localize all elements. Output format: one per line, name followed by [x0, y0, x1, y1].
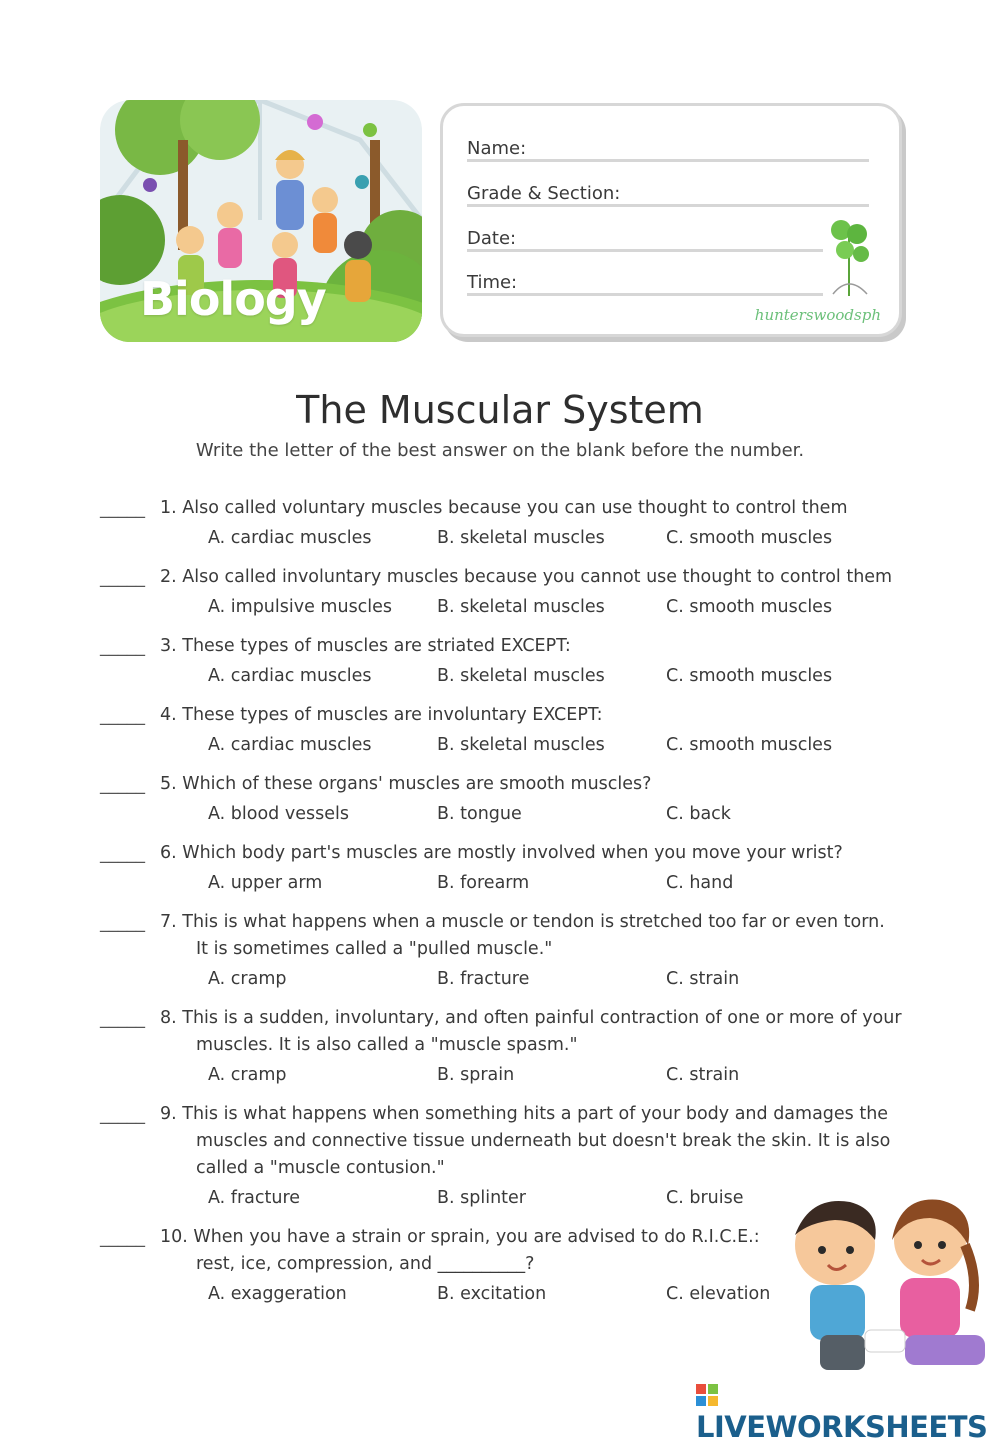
question-text: It is sometimes called a "pulled muscle." [196, 939, 553, 959]
instructions: Write the letter of the best answer on the blank before the number. [195, 440, 805, 461]
question-text: 6. Which body part's muscles are mostly involved when you move your wrist? [160, 843, 843, 863]
answer-option: A. cardiac muscles [208, 666, 372, 686]
answer-blank[interactable]: _____ [100, 636, 145, 657]
answer-option: A. upper arm [208, 873, 323, 893]
question-text: 1. Also called voluntary muscles because you can use thought to control them [160, 498, 848, 518]
answer-option: C. back [666, 804, 731, 824]
answer-blank[interactable]: _____ [100, 843, 145, 864]
answer-blank[interactable]: _____ [100, 912, 145, 933]
liveworksheets-watermark [696, 1376, 1000, 1444]
answer-blank[interactable]: _____ [100, 1227, 145, 1248]
name-label: Name: [467, 138, 527, 159]
answer-option: B. skeletal muscles [437, 666, 605, 686]
question-text: 10. When you have a strain or sprain, you are advised to do R.I.C.E.: [160, 1227, 760, 1247]
answer-blank[interactable]: _____ [100, 1104, 145, 1125]
answer-option: A. cramp [208, 969, 287, 989]
date-field[interactable] [467, 249, 823, 252]
plant-icon [823, 216, 875, 296]
answer-option: C. hand [666, 873, 734, 893]
date-label: Date: [467, 228, 517, 249]
question-text: 9. This is what happens when something hits a part of your body and damages the [160, 1104, 889, 1124]
answer-option: B. forearm [437, 873, 530, 893]
answer-blank[interactable]: _____ [100, 498, 145, 519]
answer-option: A. cardiac muscles [208, 528, 372, 548]
question-text: 3. These types of muscles are striated EXCEPT: [160, 636, 571, 656]
answer-option: C. strain [666, 1065, 740, 1085]
answer-blank[interactable]: _____ [100, 774, 145, 795]
answer-option: B. fracture [437, 969, 530, 989]
answer-option: B. skeletal muscles [437, 528, 605, 548]
question-text: called a "muscle contusion." [196, 1158, 445, 1178]
time-field[interactable] [467, 293, 823, 296]
name-field[interactable] [467, 159, 869, 162]
liveworksheets-logo-icon [696, 1384, 718, 1406]
illustration-title: Biology [140, 272, 326, 326]
question-text: 8. This is a sudden, involuntary, and often painful contraction of one or more of your [160, 1008, 902, 1028]
answer-blank[interactable]: _____ [100, 1008, 145, 1029]
answer-option: B. skeletal muscles [437, 735, 605, 755]
question-text: 5. Which of these organs' muscles are smooth muscles? [160, 774, 652, 794]
student-info-card [440, 103, 902, 337]
question-text: rest, ice, compression, and __________? [196, 1254, 535, 1274]
answer-blank[interactable]: _____ [100, 705, 145, 726]
answer-option: C. strain [666, 969, 740, 989]
question-text: 7. This is what happens when a muscle or tendon is stretched too far or even torn. [160, 912, 885, 932]
answer-option: B. tongue [437, 804, 522, 824]
answer-option: C. elevation [666, 1284, 771, 1304]
grade-section-label: Grade & Section: [467, 183, 621, 204]
answer-option: A. fracture [208, 1188, 301, 1208]
grade-section-field[interactable] [467, 204, 869, 207]
answer-option: B. splinter [437, 1188, 526, 1208]
answer-option: A. impulsive muscles [208, 597, 393, 617]
answer-option: C. smooth muscles [666, 666, 833, 686]
answer-option: C. smooth muscles [666, 735, 833, 755]
answer-option: A. blood vessels [208, 804, 349, 824]
answer-option: B. sprain [437, 1065, 515, 1085]
answer-option: C. smooth muscles [666, 528, 833, 548]
signature: hunterswoodsph [754, 306, 881, 324]
answer-option: C. bruise [666, 1188, 744, 1208]
watermark-text: LIVEWORKSHEETS [696, 1410, 988, 1444]
answer-option: A. cramp [208, 1065, 287, 1085]
answer-option: A. cardiac muscles [208, 735, 372, 755]
page-title: The Muscular System [296, 388, 704, 432]
question-text: muscles. It is also called a "muscle spasm." [196, 1035, 578, 1055]
biology-illustration [100, 100, 422, 342]
question-text: muscles and connective tissue underneath but doesn't break the skin. It is also [196, 1131, 891, 1151]
answer-option: B. skeletal muscles [437, 597, 605, 617]
question-text: 2. Also called involuntary muscles because you cannot use thought to control them [160, 567, 893, 587]
question-text: 4. These types of muscles are involuntary EXCEPT: [160, 705, 603, 725]
answer-option: B. excitation [437, 1284, 547, 1304]
answer-option: C. smooth muscles [666, 597, 833, 617]
time-label: Time: [467, 272, 518, 293]
answer-blank[interactable]: _____ [100, 567, 145, 588]
answer-option: A. exaggeration [208, 1284, 347, 1304]
kids-illustration [780, 1190, 995, 1375]
